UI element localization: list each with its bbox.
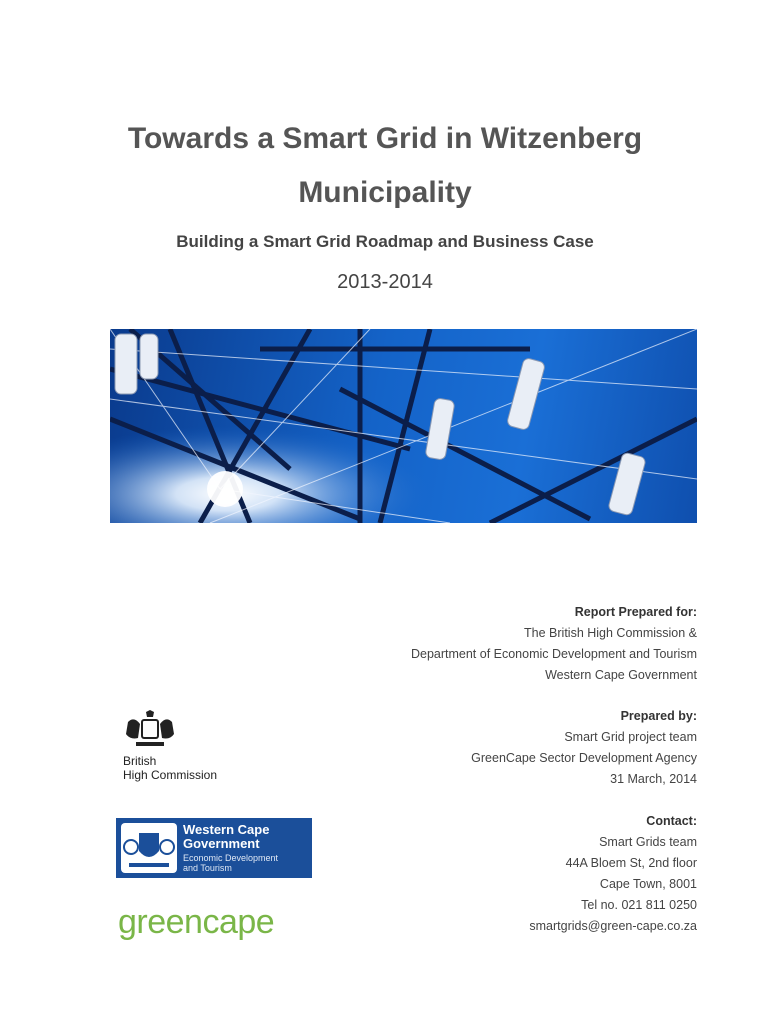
- wcg-title: [183, 823, 269, 851]
- prepared-for-line: Department of Economic Development and Tourism: [410, 647, 697, 661]
- western-cape-government-logo: [116, 818, 312, 878]
- prepared-by-heading: Prepared by:: [620, 709, 697, 723]
- bhc-line-1: British: [123, 754, 157, 768]
- document-years: 2013-2014: [337, 271, 433, 293]
- contact-line: 44A Bloem St, 2nd floor: [565, 856, 697, 870]
- greencape-wordmark: greencape: [118, 903, 275, 941]
- prepared-for-heading: Report Prepared for:: [574, 605, 697, 619]
- wcg-line-4: and Tourism: [183, 863, 232, 873]
- wcg-crest-icon: [121, 823, 177, 873]
- prepared-for-line: Western Cape Government: [545, 668, 697, 682]
- wcg-line-3: Economic Development: [183, 853, 279, 863]
- contact-line: Cape Town, 8001: [599, 877, 697, 891]
- power-lines-photo: [110, 329, 697, 523]
- bhc-line-2: High Commission: [123, 768, 218, 782]
- document-subtitle: Building a Smart Grid Roadmap and Business Case: [176, 232, 594, 251]
- wcg-department: [183, 853, 278, 873]
- document-title: [60, 112, 710, 220]
- contact-block: [357, 811, 697, 937]
- prepared-for-line: The British High Commission &: [524, 626, 697, 640]
- contact-line: Tel no. 021 811 0250: [581, 898, 697, 912]
- greencape-logo: [118, 903, 274, 942]
- prepared-by-line: 31 March, 2014: [610, 772, 697, 786]
- contact-heading: Contact:: [646, 814, 697, 828]
- wcg-line-2: Government: [183, 836, 260, 851]
- title-line-1: Towards a Smart Grid in Witzenberg: [127, 122, 643, 155]
- prepared-by-line: Smart Grid project team: [564, 730, 697, 744]
- royal-crest-icon: [122, 710, 178, 752]
- prepared-for-block: [357, 602, 697, 686]
- prepared-by-block: [357, 706, 697, 790]
- title-line-2: Municipality: [298, 176, 472, 209]
- bhc-wordmark: [123, 754, 217, 782]
- prepared-by-line: GreenCape Sector Development Agency: [471, 751, 697, 765]
- contact-line: Smart Grids team: [599, 835, 697, 849]
- british-high-commission-logo: [120, 710, 250, 785]
- contact-email: smartgrids@green-cape.co.za: [529, 919, 697, 933]
- wcg-line-1: Western Cape: [183, 822, 270, 837]
